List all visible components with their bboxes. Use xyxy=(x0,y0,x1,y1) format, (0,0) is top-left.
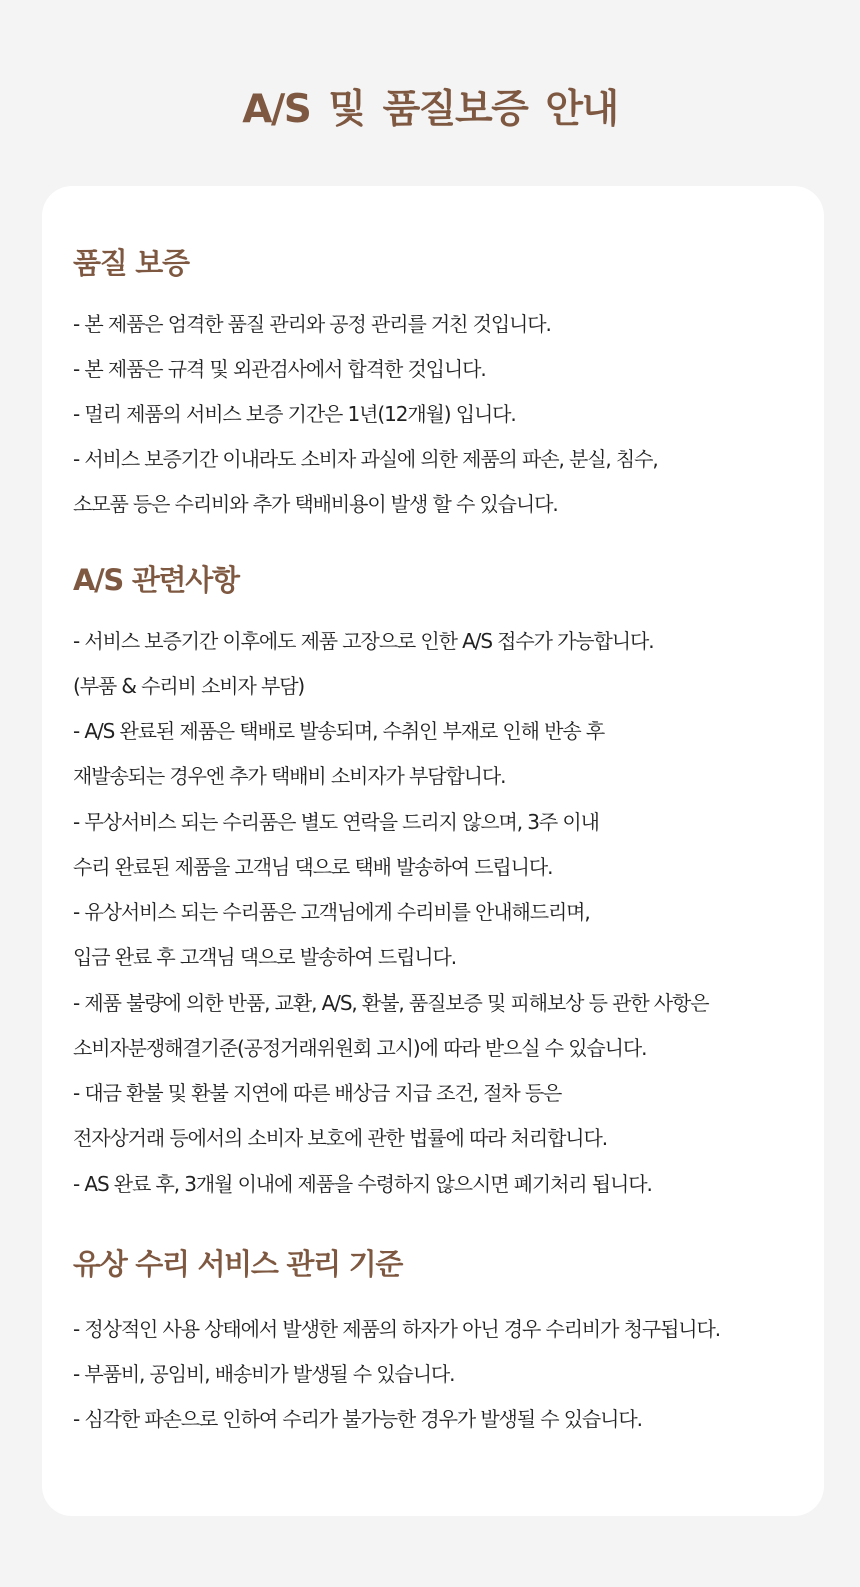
paid-repair-line: - 부품비, 공임비, 배송비가 발생될 수 있습니다. xyxy=(73,1362,455,1386)
as-line: - 무상서비스 되는 수리품은 별도 연락을 드리지 않으며, 3주 이내 xyxy=(73,810,599,834)
as-line: - 제품 불량에 의한 반품, 교환, A/S, 환불, 품질보증 및 피해보상 등 관한 사항은 xyxy=(73,991,709,1015)
info-card xyxy=(42,186,824,1516)
warranty-line: - 본 제품은 규격 및 외관검사에서 합격한 것입니다. xyxy=(73,357,486,381)
as-line: - 유상서비스 되는 수리품은 고객님에게 수리비를 안내해드리며, xyxy=(73,900,590,924)
paid-repair-line: - 정상적인 사용 상태에서 발생한 제품의 하자가 아닌 경우 수리비가 청구됩니다. xyxy=(73,1317,720,1341)
as-line: 소비자분쟁해결기준(공정거래위원회 고시)에 따라 받으실 수 있습니다. xyxy=(73,1036,647,1060)
section-heading-as-matters: A/S 관련사항 xyxy=(73,563,239,597)
warranty-line: 소모품 등은 수리비와 추가 택배비용이 발생 할 수 있습니다. xyxy=(73,492,558,516)
as-line: 전자상거래 등에서의 소비자 보호에 관한 법률에 따라 처리합니다. xyxy=(73,1126,607,1150)
page-title: A/S 및 품질보증 안내 xyxy=(242,87,618,132)
as-line: 입금 완료 후 고객님 댁으로 발송하여 드립니다. xyxy=(73,945,456,969)
paid-repair-line: - 심각한 파손으로 인하여 수리가 불가능한 경우가 발생될 수 있습니다. xyxy=(73,1407,642,1431)
warranty-line: - 본 제품은 엄격한 품질 관리와 공정 관리를 거친 것입니다. xyxy=(73,312,551,336)
as-line: - 서비스 보증기간 이후에도 제품 고장으로 인한 A/S 접수가 가능합니다. xyxy=(73,629,654,653)
warranty-line: - 서비스 보증기간 이내라도 소비자 과실에 의한 제품의 파손, 분실, 침수, xyxy=(73,447,658,471)
as-line: - 대금 환불 및 환불 지연에 따른 배상금 지급 조건, 절차 등은 xyxy=(73,1081,562,1105)
as-line: - AS 완료 후, 3개월 이내에 제품을 수령하지 않으시면 폐기처리 됩니다. xyxy=(73,1172,652,1196)
section-heading-paid-repair: 유상 수리 서비스 관리 기준 xyxy=(73,1247,403,1281)
as-line: - A/S 완료된 제품은 택배로 발송되며, 수취인 부재로 인해 반송 후 xyxy=(73,719,605,743)
warranty-line: - 멀리 제품의 서비스 보증 기간은 1년(12개월) 입니다. xyxy=(73,402,516,426)
as-line: (부품 & 수리비 소비자 부담) xyxy=(73,674,305,698)
as-line: 재발송되는 경우엔 추가 택배비 소비자가 부담합니다. xyxy=(73,764,506,788)
as-line: 수리 완료된 제품을 고객님 댁으로 택배 발송하여 드립니다. xyxy=(73,855,553,879)
section-heading-quality-warranty: 품질 보증 xyxy=(73,246,189,280)
